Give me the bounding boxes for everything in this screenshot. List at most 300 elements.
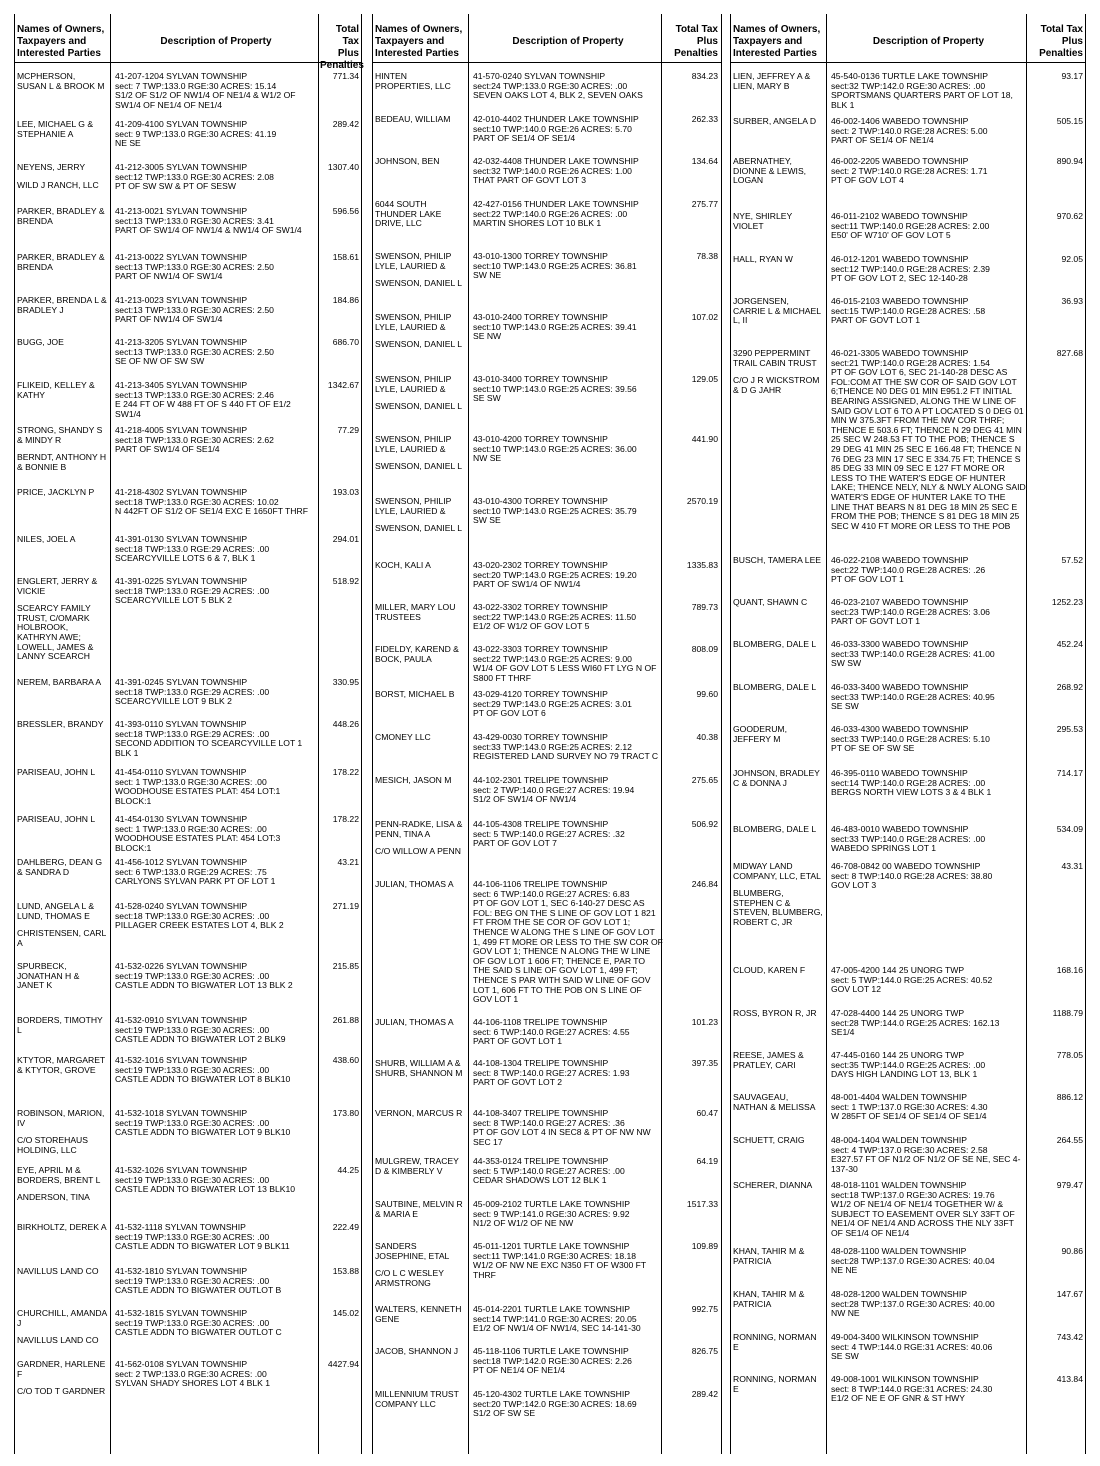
owner-name: 3290 PEPPERMINT TRAIL CABIN TRUST xyxy=(733,348,817,368)
property-description xyxy=(831,1009,1026,1038)
tax-amount: 173.80 xyxy=(332,1108,359,1118)
legal-section: sect:19 TWP:133.0 RGE:30 ACRES: .00 xyxy=(115,970,270,981)
owner-name: REESE, JAMES & PRATLEY, CARI xyxy=(733,1050,804,1070)
tax-amount: 57.52 xyxy=(1061,555,1083,565)
property-description xyxy=(115,1267,317,1296)
property-description xyxy=(473,733,663,762)
legal-description: SEVEN OAKS LOT 4, BLK 2, SEVEN OAKS xyxy=(473,90,643,101)
legal-section: sect: 2 TWP:140.0 RGE:27 ACRES: 19.94 xyxy=(473,784,635,795)
owner-name: MIDWAY LAND COMPANY, LLC, ETAL xyxy=(733,861,821,881)
legal-description: PART OF SE1/4 OF SE1/4 xyxy=(473,133,576,144)
legal-section: sect:18 TWP:133.0 RGE:29 ACRES: .00 xyxy=(115,686,270,697)
tax-amount: 505.15 xyxy=(1056,116,1083,126)
legal-description: SCEARCYVILLE LOT 9 BLK 2 xyxy=(115,696,232,707)
legal-section: sect:20 TWP:142.0 RGE:30 ACRES: 18.69 xyxy=(473,1398,637,1409)
property-description xyxy=(831,769,1026,798)
tax-amount: 43.31 xyxy=(1061,861,1083,871)
legal-description: PT OF NE1/4 OF NE1/4 xyxy=(473,1365,566,1376)
owner-names xyxy=(733,212,823,233)
owner-names xyxy=(375,561,465,573)
tax-amount: 40.38 xyxy=(696,732,718,742)
legal-section: sect:19 TWP:133.0 RGE:30 ACRES: .00 xyxy=(115,1174,270,1185)
owner-names xyxy=(17,381,107,402)
legal-description: SCEARCYVILLE LOTS 6 & 7, BLK 1 xyxy=(115,553,256,564)
legal-description: S1/2 OF S1/2 OF NW1/4 OF NE1/4 & W1/2 OF SW1/4 OF NE1/4 OF NE1/4 xyxy=(115,90,296,110)
owner-name: MILLER, MARY LOU TRUSTEES xyxy=(375,602,456,622)
property-description xyxy=(473,690,663,719)
legal-description: SE1/4 xyxy=(831,1027,855,1038)
tax-amount: 686.70 xyxy=(332,337,359,347)
owner-names xyxy=(733,157,823,188)
parcel-id: 43-020-2302 TORREY TOWNSHIP xyxy=(473,560,608,570)
parcel-id: 41-532-1815 SYLVAN TOWNSHIP xyxy=(115,1308,248,1318)
owner-name: QUANT, SHAWN C xyxy=(733,597,808,607)
legal-description: PT OF GOV LOT 2, SEC 12-140-28 xyxy=(831,273,968,284)
tax-amount: 158.61 xyxy=(332,252,359,262)
legal-description: W1/4 OF GOV LOT 5 LESS WI60 FT LYG N OF S800 FT THRF xyxy=(473,663,657,683)
owner-names xyxy=(375,1059,465,1080)
owner-name: SWENSON, DANIEL L xyxy=(375,401,463,412)
owner-name: WALTERS, KENNETH GENE xyxy=(375,1304,462,1324)
legal-section: sect:13 TWP:133.0 RGE:30 ACRES: 2.50 xyxy=(115,304,274,315)
parcel-id: 45-011-1201 TURTLE LAKE TOWNSHIP xyxy=(473,1241,630,1251)
owner-names xyxy=(17,488,107,500)
owner-name: LUND, ANGELA L & LUND, THOMAS E xyxy=(17,901,95,921)
parcel-id: 41-393-0110 SYLVAN TOWNSHIP xyxy=(115,719,247,729)
owner-names xyxy=(375,375,465,414)
parcel-id: 47-005-4200 144 25 UNORG TWP xyxy=(831,965,965,975)
owner-names xyxy=(733,556,823,568)
property-description xyxy=(831,1093,1026,1122)
tax-amount: 330.95 xyxy=(332,677,359,687)
tax-amount: 178.22 xyxy=(332,814,359,824)
tax-amount: 289.42 xyxy=(332,119,359,129)
owner-names xyxy=(17,902,107,950)
tax-amount: 93.17 xyxy=(1061,71,1083,81)
owner-name: DAHLBERG, DEAN G & SANDRA D xyxy=(17,857,103,877)
owner-name: PRICE, JACKLYN P xyxy=(17,487,95,497)
property-description xyxy=(831,1247,1026,1276)
property-description xyxy=(115,577,317,606)
legal-section: sect: 9 TWP:133.0 RGE:30 ACRES: 41.19 xyxy=(115,128,277,139)
legal-section: sect:28 TWP:137.0 RGE:30 ACRES: 40.00 xyxy=(831,1298,995,1309)
parcel-id: 45-540-0136 TURTLE LAKE TOWNSHIP xyxy=(831,71,988,81)
owner-name: C/O WILLOW A PENN xyxy=(375,846,461,857)
owner-names xyxy=(733,297,823,328)
owner-name: JULIAN, THOMAS A xyxy=(375,1017,454,1027)
legal-description: NW NE xyxy=(831,1308,860,1319)
owner-name: SWENSON, DANIEL L xyxy=(375,461,463,472)
owner-names xyxy=(733,1009,823,1021)
owner-names xyxy=(733,598,823,610)
parcel-id: 41-213-0021 SYLVAN TOWNSHIP xyxy=(115,206,248,216)
parcel-id: 41-532-1026 SYLVAN TOWNSHIP xyxy=(115,1165,248,1175)
owner-name: CHURCHILL, AMANDA J xyxy=(17,1308,107,1328)
owner-name: ROBINSON, MARION, IV xyxy=(17,1108,105,1128)
legal-description: E1/2 OF NW1/4 OF NW1/4, SEC 14-141-30 xyxy=(473,1323,641,1334)
legal-section: sect:32 TWP:142.0 RGE:30 ACRES: .00 xyxy=(831,80,986,91)
legal-description: CASTLE ADDN TO BIGWATER OUTLOT C xyxy=(115,1327,282,1338)
owner-names xyxy=(733,1093,823,1114)
header-description: Description of Property xyxy=(160,36,272,47)
owner-names xyxy=(375,1305,465,1326)
legal-description: SE SW xyxy=(831,1351,859,1362)
tax-amount: 78.38 xyxy=(696,251,718,261)
property-description xyxy=(473,435,663,464)
legal-section: sect:29 TWP:143.0 RGE:25 ACRES: 3.01 xyxy=(473,698,632,709)
parcel-id: 41-391-0245 SYLVAN TOWNSHIP xyxy=(115,677,248,687)
tax-amount: 44.25 xyxy=(337,1165,359,1175)
property-description xyxy=(473,1347,663,1376)
legal-description: N 442FT OF S1/2 OF SE1/4 EXC E 1650FT THRF xyxy=(115,506,308,517)
owner-name: MILLENNIUM TRUST COMPANY LLC xyxy=(375,1389,459,1409)
listing-column xyxy=(730,14,1086,1454)
parcel-id: 41-562-0108 SYLVAN TOWNSHIP xyxy=(115,1359,248,1369)
parcel-id: 43-029-4120 TORREY TOWNSHIP xyxy=(473,689,608,699)
property-description xyxy=(473,603,663,632)
owner-names xyxy=(733,1136,823,1148)
legal-section: sect:18 TWP:137.0 RGE:30 ACRES: 19.76 xyxy=(831,1189,995,1200)
owner-name: BLOMBERG, DALE L xyxy=(733,682,817,692)
property-description xyxy=(115,720,317,758)
tax-amount: 596.56 xyxy=(332,206,359,216)
owner-name: BUSCH, TAMERA LEE xyxy=(733,555,822,565)
legal-section: sect:33 TWP:140.0 RGE:28 ACRES: .00 xyxy=(831,833,986,844)
owner-names xyxy=(17,535,107,547)
property-description xyxy=(473,1157,663,1186)
owner-names xyxy=(17,815,107,827)
legal-section: sect:11 TWP:140.0 RGE:28 ACRES: 2.00 xyxy=(831,220,990,231)
legal-section: sect:28 TWP:144.0 RGE:25 ACRES: 162.13 xyxy=(831,1017,1000,1028)
property-description xyxy=(831,72,1026,110)
column-divider xyxy=(826,14,827,1454)
column-header xyxy=(731,14,1085,63)
legal-description: SE NW xyxy=(473,331,502,342)
owner-names xyxy=(17,858,107,879)
owner-names xyxy=(375,313,465,352)
parcel-id: 44-102-2301 TRELIPE TOWNSHIP xyxy=(473,775,609,785)
header-owners: Names of Owners, Taxpayers and Interested Parties xyxy=(733,24,821,59)
parcel-id: 46-033-4300 WABEDO TOWNSHIP xyxy=(831,724,969,734)
legal-description: N1/2 OF W1/2 OF NE NW xyxy=(473,1218,574,1229)
legal-section: sect:22 TWP:140.0 RGE:28 ACRES: .26 xyxy=(831,564,986,575)
owner-names xyxy=(375,645,465,666)
owner-names xyxy=(375,1157,465,1178)
legal-section: sect:13 TWP:133.0 RGE:30 ACRES: 2.50 xyxy=(115,346,274,357)
tax-amount: 294.01 xyxy=(332,534,359,544)
header-tax: Total Tax Plus Penalties xyxy=(1039,24,1083,59)
owner-name: PARISEAU, JOHN L xyxy=(17,767,96,777)
legal-section: sect:18 TWP:133.0 RGE:30 ACRES: 10.02 xyxy=(115,496,279,507)
legal-description: BERGS NORTH VIEW LOTS 3 & 4 BLK 1 xyxy=(831,787,992,798)
owner-names xyxy=(17,338,107,350)
property-description xyxy=(831,640,1026,669)
property-description xyxy=(831,1375,1026,1404)
legal-section: sect:13 TWP:133.0 RGE:30 ACRES: 3.41 xyxy=(115,215,274,226)
parcel-id: 41-532-1118 SYLVAN TOWNSHIP xyxy=(115,1222,246,1232)
legal-description: CASTLE ADDN TO BIGWATER LOT 13 BLK10 xyxy=(115,1184,296,1195)
parcel-id: 46-395-0110 WABEDO TOWNSHIP xyxy=(831,768,968,778)
property-description xyxy=(473,1242,663,1280)
tax-amount: 890.94 xyxy=(1056,156,1083,166)
legal-section: sect:12 TWP:140.0 RGE:28 ACRES: 2.39 xyxy=(831,263,990,274)
owner-name: BLOMBERG, DALE L xyxy=(733,639,817,649)
column-divider xyxy=(110,14,111,1454)
owner-name: LIEN, JEFFREY A & LIEN, MARY B xyxy=(733,71,811,91)
legal-description: PT OF SE OF SW SE xyxy=(831,743,915,754)
legal-description: SE OF NW OF SW SW xyxy=(115,356,205,367)
owner-name: JACOB, SHANNON J xyxy=(375,1346,459,1356)
listing-column xyxy=(14,14,362,1454)
owner-names xyxy=(375,115,465,127)
owner-name: SCHUETT, CRAIG xyxy=(733,1135,805,1145)
owner-name: PENN-RADKE, LISA & PENN, TINA A xyxy=(375,819,463,839)
legal-description: E50' OF W710' OF GOV LOT 5 xyxy=(831,230,951,241)
owner-names xyxy=(375,157,465,169)
owner-name: NAVILLUS LAND CO xyxy=(17,1266,99,1276)
owner-names xyxy=(733,825,823,837)
owner-name: MCPHERSON, SUSAN L & BROOK M xyxy=(17,71,105,91)
owner-names xyxy=(17,962,107,993)
owner-name: FIDELDY, KAREND & BOCK, PAULA xyxy=(375,644,459,664)
owner-name: C/O L C WESLEY ARMSTRONG xyxy=(375,1268,444,1288)
legal-section: sect:22 TWP:140.0 RGE:26 ACRES: .00 xyxy=(473,208,628,219)
legal-description: PART OF SE1/4 OF NE1/4 xyxy=(831,135,934,146)
legal-description: GOV LOT 3 xyxy=(831,880,877,891)
legal-description: CASTLE ADDN TO BIGWATER OUTLOT B xyxy=(115,1285,282,1296)
tax-amount: 246.84 xyxy=(691,879,718,889)
legal-section: sect:19 TWP:133.0 RGE:30 ACRES: .00 xyxy=(115,1275,270,1286)
legal-description: SE SW xyxy=(473,393,501,404)
property-description xyxy=(115,1016,317,1045)
parcel-id: 46-015-2103 WABEDO TOWNSHIP xyxy=(831,296,969,306)
legal-section: sect: 2 TWP:133.0 RGE:30 ACRES: .00 xyxy=(115,1368,267,1379)
parcel-id: 41-391-0130 SYLVAN TOWNSHIP xyxy=(115,534,248,544)
owner-names xyxy=(375,776,465,788)
legal-description: PART OF SW1/4 OF NW1/4 xyxy=(473,579,581,590)
property-description xyxy=(115,338,317,367)
tax-amount: 448.26 xyxy=(332,719,359,729)
owner-name: SAUTBINE, MELVIN R & MARIA E xyxy=(375,1199,463,1219)
legal-description: E327.57 FT OF N1/2 OF N1/2 OF SE NE, SEC 4- 137-30 xyxy=(831,1154,1021,1174)
legal-description: DAYS HIGH LANDING LOT 13, BLK 1 xyxy=(831,1069,978,1080)
parcel-id: 46-021-3305 WABEDO TOWNSHIP xyxy=(831,348,969,358)
parcel-id: 41-213-3205 SYLVAN TOWNSHIP xyxy=(115,337,248,347)
parcel-id: 47-445-0160 144 25 UNORG TWP xyxy=(831,1050,965,1060)
parcel-id: 41-454-0130 SYLVAN TOWNSHIP xyxy=(115,814,248,824)
owner-name: KOCH, KALI A xyxy=(375,560,431,570)
header-description: Description of Property xyxy=(872,36,985,47)
parcel-id: 43-022-3303 TORREY TOWNSHIP xyxy=(473,644,608,654)
legal-description: W 285FT OF SE1/4 OF SE1/4 OF SE1/4 xyxy=(831,1111,987,1122)
parcel-id: 41-218-4005 SYLVAN TOWNSHIP xyxy=(115,425,248,435)
owner-name: EYE, APRIL M & BORDERS, BRENT L xyxy=(17,1165,101,1185)
legal-description: PART OF GOVT LOT 1 xyxy=(831,616,920,627)
legal-description: CASTLE ADDN TO BIGWATER LOT 13 BLK 2 xyxy=(115,980,293,991)
owner-name: ROSS, BYRON R, JR xyxy=(733,1008,817,1018)
legal-description: PART OF GOVT LOT 2 xyxy=(473,1077,562,1088)
legal-section: sect:18 TWP:133.0 RGE:29 ACRES: .00 xyxy=(115,728,270,739)
legal-section: sect:33 TWP:140.0 RGE:28 ACRES: 40.95 xyxy=(831,691,995,702)
tax-amount: 64.19 xyxy=(696,1156,718,1166)
owner-names xyxy=(733,966,823,978)
legal-section: sect:19 TWP:133.0 RGE:30 ACRES: .00 xyxy=(115,1064,270,1075)
owner-name: ABERNATHEY, DIONNE & LEWIS, LOGAN xyxy=(733,156,807,186)
property-description xyxy=(473,645,663,683)
tax-amount: 268.92 xyxy=(1056,682,1083,692)
property-description xyxy=(831,862,1026,891)
parcel-id: 41-209-4100 SYLVAN TOWNSHIP xyxy=(115,119,248,129)
parcel-id: 45-009-2102 TURTLE LAKE TOWNSHIP xyxy=(473,1199,630,1209)
legal-description: CASTLE ADDN TO BIGWATER LOT 9 BLK10 xyxy=(115,1127,291,1138)
owner-names xyxy=(17,1166,107,1205)
property-description xyxy=(115,678,317,707)
legal-section: sect: 9 TWP:141.0 RGE:30 ACRES: 9.92 xyxy=(473,1208,630,1219)
owner-name: STRONG, SHANDY S & MINDY R xyxy=(17,425,103,445)
tax-amount: 743.42 xyxy=(1056,1332,1083,1342)
parcel-id: 42-032-4408 THUNDER LAKE TOWNSHIP xyxy=(473,156,639,166)
property-description xyxy=(831,117,1026,146)
owner-names xyxy=(375,1018,465,1030)
owner-name: 6044 SOUTH THUNDER LAKE DRIVE, LLC xyxy=(375,199,442,229)
legal-section: sect:18 TWP:133.0 RGE:29 ACRES: .00 xyxy=(115,585,270,596)
owner-names xyxy=(375,820,465,859)
legal-section: sect:13 TWP:133.0 RGE:30 ACRES: 2.50 xyxy=(115,261,274,272)
property-description xyxy=(115,426,317,455)
owner-name: VERNON, MARCUS R xyxy=(375,1108,463,1118)
property-description xyxy=(831,255,1026,284)
parcel-id: 46-011-2102 WABEDO TOWNSHIP xyxy=(831,211,968,221)
parcel-id: 41-570-0240 SYLVAN TOWNSHIP xyxy=(473,71,606,81)
header-owners: Names of Owners, Taxpayers and Interested Parties xyxy=(17,24,105,59)
property-description xyxy=(473,561,663,590)
tax-amount: 413.84 xyxy=(1056,1374,1083,1384)
property-description xyxy=(831,725,1026,754)
owner-names xyxy=(17,1223,107,1235)
legal-section: sect:14 TWP:140.0 RGE:28 ACRES: .00 xyxy=(831,777,986,788)
tax-amount: 506.92 xyxy=(691,819,718,829)
legal-description: CASTLE ADDN TO BIGWATER LOT 2 BLK9 xyxy=(115,1034,286,1045)
legal-section: sect:10 TWP:140.0 RGE:26 ACRES: 5.70 xyxy=(473,123,632,134)
legal-description: WABEDO SPRINGS LOT 1 xyxy=(831,843,937,854)
legal-section: sect:10 TWP:143.0 RGE:25 ACRES: 35.79 xyxy=(473,505,637,516)
owner-names xyxy=(733,1333,823,1354)
owner-name: SWENSON, PHILIP LYLE, LAURIED & xyxy=(375,374,452,394)
tax-amount: 275.65 xyxy=(691,775,718,785)
owner-names xyxy=(375,72,465,93)
legal-section: sect:33 TWP:140.0 RGE:28 ACRES: 5.10 xyxy=(831,733,990,744)
tax-amount: 107.02 xyxy=(691,312,718,322)
tax-amount: 1307.40 xyxy=(327,162,359,172)
tax-amount: 92.05 xyxy=(1061,254,1083,264)
legal-description: WOODHOUSE ESTATES PLAT: 454 LOT:3 BLOCK:1 xyxy=(115,833,281,853)
legal-section: sect: 8 TWP:140.0 RGE:27 ACRES: .36 xyxy=(473,1117,625,1128)
legal-description: CARLYONS SYLVAN PARK PT OF LOT 1 xyxy=(115,876,276,887)
property-description xyxy=(473,1018,663,1047)
header-description: Description of Property xyxy=(512,36,624,47)
owner-names xyxy=(17,1016,107,1037)
tax-amount: 970.62 xyxy=(1056,211,1083,221)
owner-names xyxy=(375,200,465,231)
owner-name: GOODERUM, JEFFERY M xyxy=(733,724,787,744)
owner-names xyxy=(375,497,465,536)
header-tax: Total Tax Plus Penalties xyxy=(320,24,364,71)
parcel-id: 41-532-0226 SYLVAN TOWNSHIP xyxy=(115,961,248,971)
legal-description: S1/2 OF SW SE xyxy=(473,1408,536,1419)
property-description xyxy=(115,962,317,991)
tax-amount: 827.68 xyxy=(1056,348,1083,358)
owner-name: PARISEAU, JOHN L xyxy=(17,814,96,824)
legal-description: PART OF NW1/4 OF SW1/4 xyxy=(115,314,223,325)
legal-description: PART OF SW1/4 OF SE1/4 xyxy=(115,444,220,455)
owner-names xyxy=(733,725,823,746)
owner-name: KHAN, TAHIR M & PATRICIA xyxy=(733,1246,805,1266)
owner-name: ENGLERT, JERRY & VICKIE xyxy=(17,576,98,596)
owner-names xyxy=(17,72,107,93)
legal-description: SW SW xyxy=(831,658,862,669)
owner-names xyxy=(733,769,823,790)
tax-amount: 441.90 xyxy=(691,434,718,444)
legal-section: sect:10 TWP:143.0 RGE:25 ACRES: 39.41 xyxy=(473,321,637,332)
owner-name: NYE, SHIRLEY VIOLET xyxy=(733,211,793,231)
property-description xyxy=(831,683,1026,712)
legal-description: PT OF GOV LOT 6 xyxy=(473,708,546,719)
parcel-id: 44-353-0124 TRELIPE TOWNSHIP xyxy=(473,1156,609,1166)
owner-names xyxy=(375,1242,465,1290)
owner-names xyxy=(17,253,107,274)
legal-description: SW NE xyxy=(473,270,502,281)
parcel-id: 43-010-1300 TORREY TOWNSHIP xyxy=(473,251,608,261)
tax-amount: 714.17 xyxy=(1056,768,1083,778)
parcel-id: 41-213-3405 SYLVAN TOWNSHIP xyxy=(115,380,248,390)
legal-section: sect: 1 TWP:133.0 RGE:30 ACRES: .00 xyxy=(115,823,267,834)
tax-amount: 145.02 xyxy=(332,1308,359,1318)
tax-amount: 778.05 xyxy=(1056,1050,1083,1060)
property-description xyxy=(115,1360,317,1389)
owner-name: HINTEN PROPERTIES, LLC xyxy=(375,71,451,91)
parcel-id: 46-012-1201 WABEDO TOWNSHIP xyxy=(831,254,969,264)
parcel-id: 43-429-0030 TORREY TOWNSHIP xyxy=(473,732,608,742)
owner-name: GARDNER, HARLENE F xyxy=(17,1359,106,1379)
header-owners: Names of Owners, Taxpayers and Interested Parties xyxy=(375,24,463,59)
property-description xyxy=(831,556,1026,585)
parcel-id: 41-213-0022 SYLVAN TOWNSHIP xyxy=(115,252,248,262)
column-divider xyxy=(318,14,319,1454)
owner-name: JOHNSON, BRADLEY C & DONNA J xyxy=(733,768,820,788)
legal-description: PT OF GOV LOT 1 xyxy=(831,574,904,585)
legal-section: sect: 6 TWP:133.0 RGE:29 ACRES: .75 xyxy=(115,866,267,877)
tax-amount: 36.93 xyxy=(1061,296,1083,306)
parcel-id: 48-028-1200 WALDEN TOWNSHIP xyxy=(831,1289,967,1299)
property-description xyxy=(831,598,1026,627)
tax-amount: 264.55 xyxy=(1056,1135,1083,1145)
column-divider xyxy=(1026,14,1027,1454)
legal-section: sect:19 TWP:133.0 RGE:30 ACRES: .00 xyxy=(115,1231,270,1242)
property-description xyxy=(115,207,317,236)
owner-name: SANDERS JOSEPHINE, ETAL xyxy=(375,1241,450,1261)
owner-name: SWENSON, DANIEL L xyxy=(375,523,463,534)
owner-name: NAVILLUS LAND CO xyxy=(17,1335,99,1346)
legal-description: SW SE xyxy=(473,515,501,526)
tax-amount: 178.22 xyxy=(332,767,359,777)
tax-amount: 101.23 xyxy=(691,1017,718,1027)
property-description xyxy=(473,1390,663,1419)
property-description xyxy=(473,115,663,144)
owner-name: CLOUD, KAREN F xyxy=(733,965,806,975)
parcel-id: 42-427-0156 THUNDER LAKE TOWNSHIP xyxy=(473,199,639,209)
legal-section: sect:12 TWP:133.0 RGE:30 ACRES: 2.08 xyxy=(115,171,274,182)
property-description xyxy=(473,1109,663,1147)
